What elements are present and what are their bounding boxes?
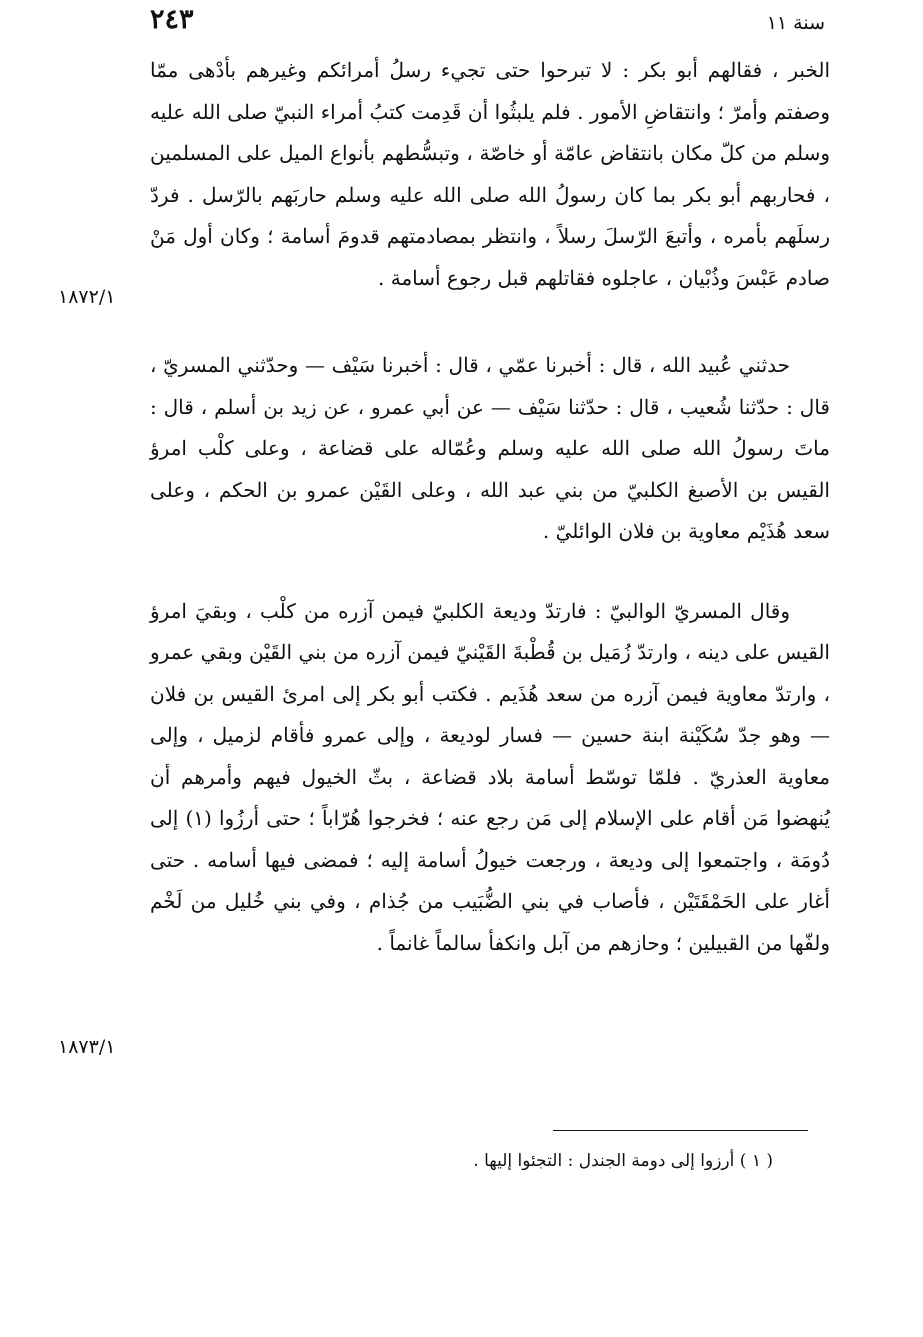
paragraph-1: الخبر ، فقالهم أبو بكر : لا تبرحوا حتى تجيء رسلُ أمرائكم وغيرهم بأدْهى ممّا وصفتم وأمرّ ؛ وانتقاضِ الأمور . فلم يلبثُوا أن قَدِمت كتبُ أمراء النبيّ صلى الله عليه وسلم من كلّ مكان بانتقاض عامّة أو خاصّة ، وتبسُّطهم بأنواع الميل على المسلمين ، فحاربهم أبو بكر بما كان رسولُ الله صلى الله عليه وسلم حاربَهم بالرّسل . فردّ رسلَهم بأمره ، وأتبعَ الرّسلَ رسلاً ، وانتظر بمصادمتهم قدومَ أسامة ؛ وكان أول مَنْ صادم عَبْسَ وذُبْيان ، عاجلوه فقاتلهم قبل رجوع أسامة . bbox=[150, 58, 830, 290]
footnote-divider bbox=[553, 1130, 808, 1131]
footnote: ( ١ ) أرزوا إلى دومة الجندل : التجئوا إليها . bbox=[473, 1151, 773, 1171]
page-number: ٢٤٣ bbox=[150, 4, 194, 35]
paragraph-2: حدثني عُبيد الله ، قال : أخبرنا عمّي ، قال : أخبرنا سَيْف — وحدّثني المسريّ ، قال : حدّثنا شُعيب ، قال : حدّثنا سَيْف — عن أبي عمرو ، عن زيد بن أسلم ، قال : ماتَ رسولُ الله صلى الله عليه وسلم وعُمّاله على قضاعة ، وعلى كلْب امرؤ القيس بن الأصبغ الكلبيّ من بني عبد الله ، وعلى القَيْن عمرو بن الحكم ، وعلى سعد هُذَيْم معاوية بن فلان الوائليّ . bbox=[150, 353, 830, 543]
running-header-year: سنة ١١ bbox=[766, 12, 825, 34]
margin-reference-1: ١٨٧٢/١ bbox=[58, 286, 116, 308]
paragraph-3: وقال المسريّ الوالبيّ : فارتدّ وديعة الكلبيّ فيمن آزره من كلْب ، وبقيَ امرؤ القيس على دينه ، وارتدّ زُمَيل بن قُطْبةَ القَيْنيّ فيمن آزره من بني القَيْن وبقي عمرو ، وارتدّ معاوية فيمن آزره من سعد هُذَيم . فكتب أبو بكر إلى امرئ القيس بن فلان — وهو جدّ سُكَيْنة ابنة حسين — فسار لوديعة ، وإلى عمرو فأقام لزميل ، وإلى معاوية العذريّ . فلمّا توسّط أسامة بلاد قضاعة ، بثّ الخيول فيهم وأمرهم أن يُنهضوا مَن أقام على الإسلام إلى مَن رجع عنه ؛ فخرجوا هُرّاباً ؛ حتى أرزُوا (١) إلى دُومَة ، واجتمعوا إلى وديعة ، ورجعت خيولُ أسامة إليه ؛ فمضى فيها أسامه . حتى أغار على الحَمْقَتَيْن ، فأصاب في بني الضُّبَيب من جُذام ، وفي بني خُليل من لَخْم ولفّها من القبيلين ؛ وحازهم من آبل وانكفأ سالماً غانماً . bbox=[150, 598, 830, 955]
margin-reference-2: ١٨٧٣/١ bbox=[58, 1036, 116, 1058]
main-text-block bbox=[150, 50, 830, 964]
